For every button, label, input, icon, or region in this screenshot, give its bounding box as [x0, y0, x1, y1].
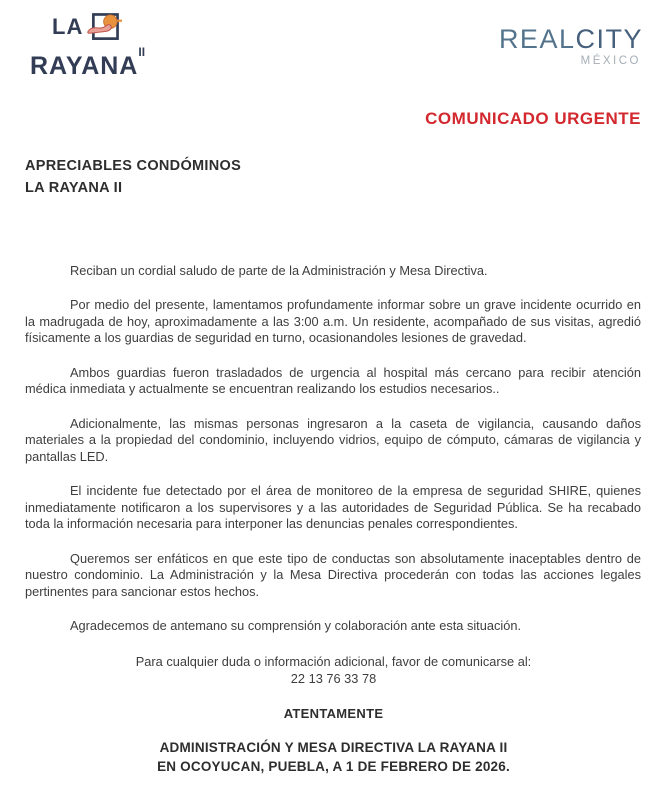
- signature-block: [0, 738, 667, 777]
- letter-body: [25, 263, 641, 635]
- la-rayana-logo-name: RAYANA: [30, 52, 139, 80]
- contact-phone: 22 13 76 33 78: [290, 670, 377, 686]
- paragraph-damages: Adicionalmente, las mismas personas ingresaron a la caseta de vigilancia, causando daños materiales a la propiedad del condominio, incluyendo vidrios, equipo de cómputo, cámaras de vigilancia y pantallas LED.: [25, 415, 641, 464]
- addressee-line-2: LA RAYANA II: [25, 179, 123, 196]
- header: [0, 0, 667, 79]
- contact-instruction: Para cualquier duda o información adicional, favor de comunicarse al:: [135, 653, 532, 669]
- realcity-word-real: REAL: [498, 24, 576, 54]
- paragraph-greeting: Reciban un cordial saludo de parte de la Administración y Mesa Directiva.: [70, 262, 488, 278]
- paragraph-hospital: Ambos guardias fueron trasladados de urgencia al hospital más cercano para recibir atención médica inmediata y actualmente se encuentran realizando los estudios necesarios..: [25, 364, 641, 396]
- paragraph-thanks: Agradecemos de antemano su comprensión y colaboración ante esta situación.: [70, 618, 522, 633]
- realcity-country-label: MÉXICO: [580, 55, 641, 67]
- la-rayana-logo-top-row: [30, 10, 145, 44]
- realcity-logo: [499, 26, 643, 68]
- addressee-line-1: APRECIABLES CONDÓMINOS: [25, 158, 242, 174]
- la-rayana-logo-wordmark: [30, 46, 145, 79]
- signature-line-1: ADMINISTRACIÓN Y MESA DIRECTIVA LA RAYANA II: [159, 739, 508, 755]
- paragraph-stance: Queremos ser enfáticos en que este tipo de conductas son absolutamente inaceptables dentro de nuestro condominio. La Administración y la Mesa Directiva procederán con todas las acciones legales pertinentes para sancionar estos hechos.: [25, 550, 641, 599]
- sun-landscape-icon: [87, 10, 123, 44]
- la-rayana-logo-word-la: LA: [52, 14, 84, 39]
- la-rayana-logo: [30, 10, 145, 79]
- contact-block: [0, 653, 667, 687]
- closing-word: ATENTAMENTE: [283, 705, 384, 721]
- la-rayana-logo-suffix: II: [138, 45, 146, 59]
- paragraph-incident: Por medio del presente, lamentamos profundamente informar sobre un grave incidente ocurrido en la madrugada de hoy, aproximadamente a las 3:00 a.m. Un residente, acompañado de sus visitas, agredió físicamente a los guardias de seguridad en turno, ocasionandoles lesiones de gravedad.: [25, 297, 641, 345]
- paragraph-detection: El incidente fue detectado por el área de monitoreo de la empresa de seguridad SHIRE, quienes inmediatamente notificaron a los supervisores y a las autoridades de Seguridad Pública. Se ha recabado toda la información necesaria para interponer las denuncias penales correspondientes.: [25, 483, 641, 531]
- urgent-notice-title: COMUNICADO URGENTE: [425, 109, 641, 128]
- realcity-word-city: CITY: [575, 24, 643, 54]
- realcity-wordmark: [499, 26, 643, 53]
- signature-line-2: EN OCOYUCAN, PUEBLA, A 1 DE FEBRERO DE 2026.: [157, 759, 510, 775]
- addressee-block: [25, 156, 667, 200]
